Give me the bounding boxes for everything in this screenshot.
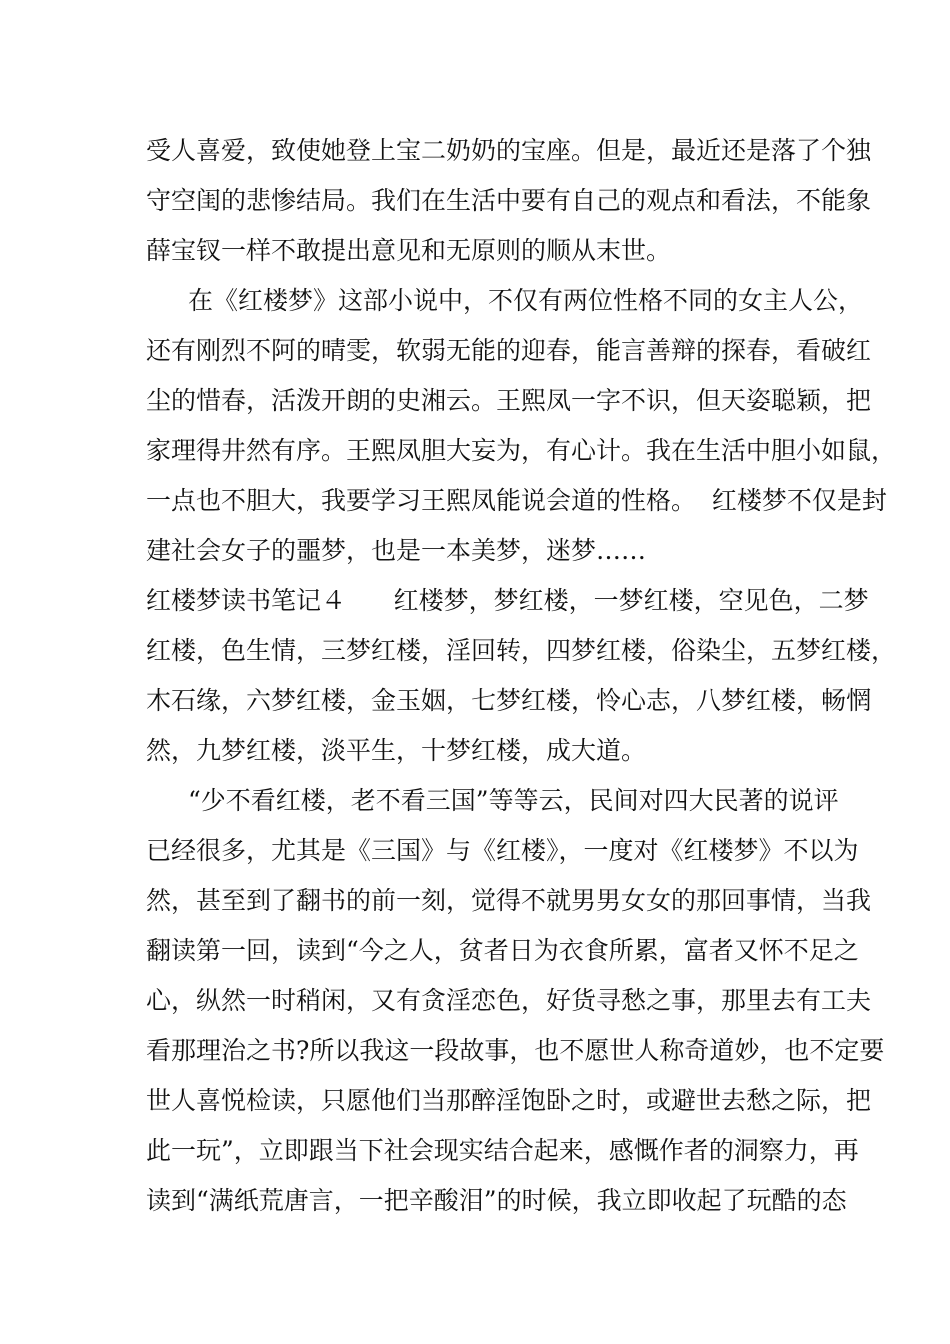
- text-line: 此一玩”，立即跟当下社会现实结合起来，感慨作者的洞察力，再: [146, 1136, 859, 1165]
- paragraph-first-line: 在《红楼梦》这部小说中，不仅有两位性格不同的女主人公，: [188, 286, 864, 315]
- text-line: 然，九梦红楼，淡平生，十梦红楼，成大道。: [146, 736, 647, 765]
- text-line: 家理得井然有序。王熙凤胆大妄为，有心计。我在生活中胆小如鼠，: [146, 436, 897, 465]
- paragraph-first-line: “少不看红楼，老不看三国”等等云，民间对四大民著的说评: [188, 786, 839, 815]
- text-line: 尘的惜春，活泼开朗的史湘云。王熙凤一字不识，但天姿聪颖，把: [146, 386, 872, 415]
- text-line: 读到“满纸荒唐言，一把辛酸泪”的时候，我立即收起了玩酷的态: [146, 1186, 847, 1215]
- text-line: 木石缘，六梦红楼，金玉姻，七梦红楼，怜心志，八梦红楼，畅惘: [146, 686, 872, 715]
- text-line: 翻读第一回，读到“今之人，贫者日为衣食所累，富者又怀不足之: [146, 936, 859, 965]
- text-line: 建社会女子的噩梦，也是一本美梦，迷梦……: [146, 536, 647, 565]
- text-line: 然，甚至到了翻书的前一刻，觉得不就男男女女的那回事情，当我: [146, 886, 872, 915]
- text-line: 已经很多，尤其是《三国》与《红楼》，一度对《红楼梦》不以为: [146, 836, 859, 865]
- text-line: 世人喜悦检读，只愿他们当那醉淫饱卧之时，或避世去愁之际，把: [146, 1086, 872, 1115]
- text-line: 还有刚烈不阿的晴雯，软弱无能的迎春，能言善辩的探春，看破红: [146, 336, 872, 365]
- text-line: 一点也不胆大，我要学习王熙凤能说会道的性格。 红楼梦不仅是封: [146, 486, 887, 515]
- text-line: 心，纵然一时稍闲，又有贪淫恋色，好货寻愁之事，那里去有工夫: [146, 986, 872, 1015]
- text-line: 红楼，色生情，三梦红楼，淫回转，四梦红楼，俗染尘，五梦红楼，: [146, 636, 897, 665]
- text-line: 守空闺的悲惨结局。我们在生活中要有自己的观点和看法，不能象: [146, 186, 872, 215]
- text-line: 看那理治之书?所以我这一段故事，也不愿世人称奇道妙，也不定要: [146, 1036, 885, 1065]
- text-line: 薛宝钗一样不敢提出意见和无原则的顺从末世。: [146, 236, 672, 265]
- text-line: 受人喜爱，致使她登上宝二奶奶的宝座。但是，最近还是落了个独: [146, 136, 872, 165]
- section-heading-line: 红楼梦读书笔记４ 红楼梦，梦红楼，一梦红楼，空见色，二梦: [146, 586, 869, 615]
